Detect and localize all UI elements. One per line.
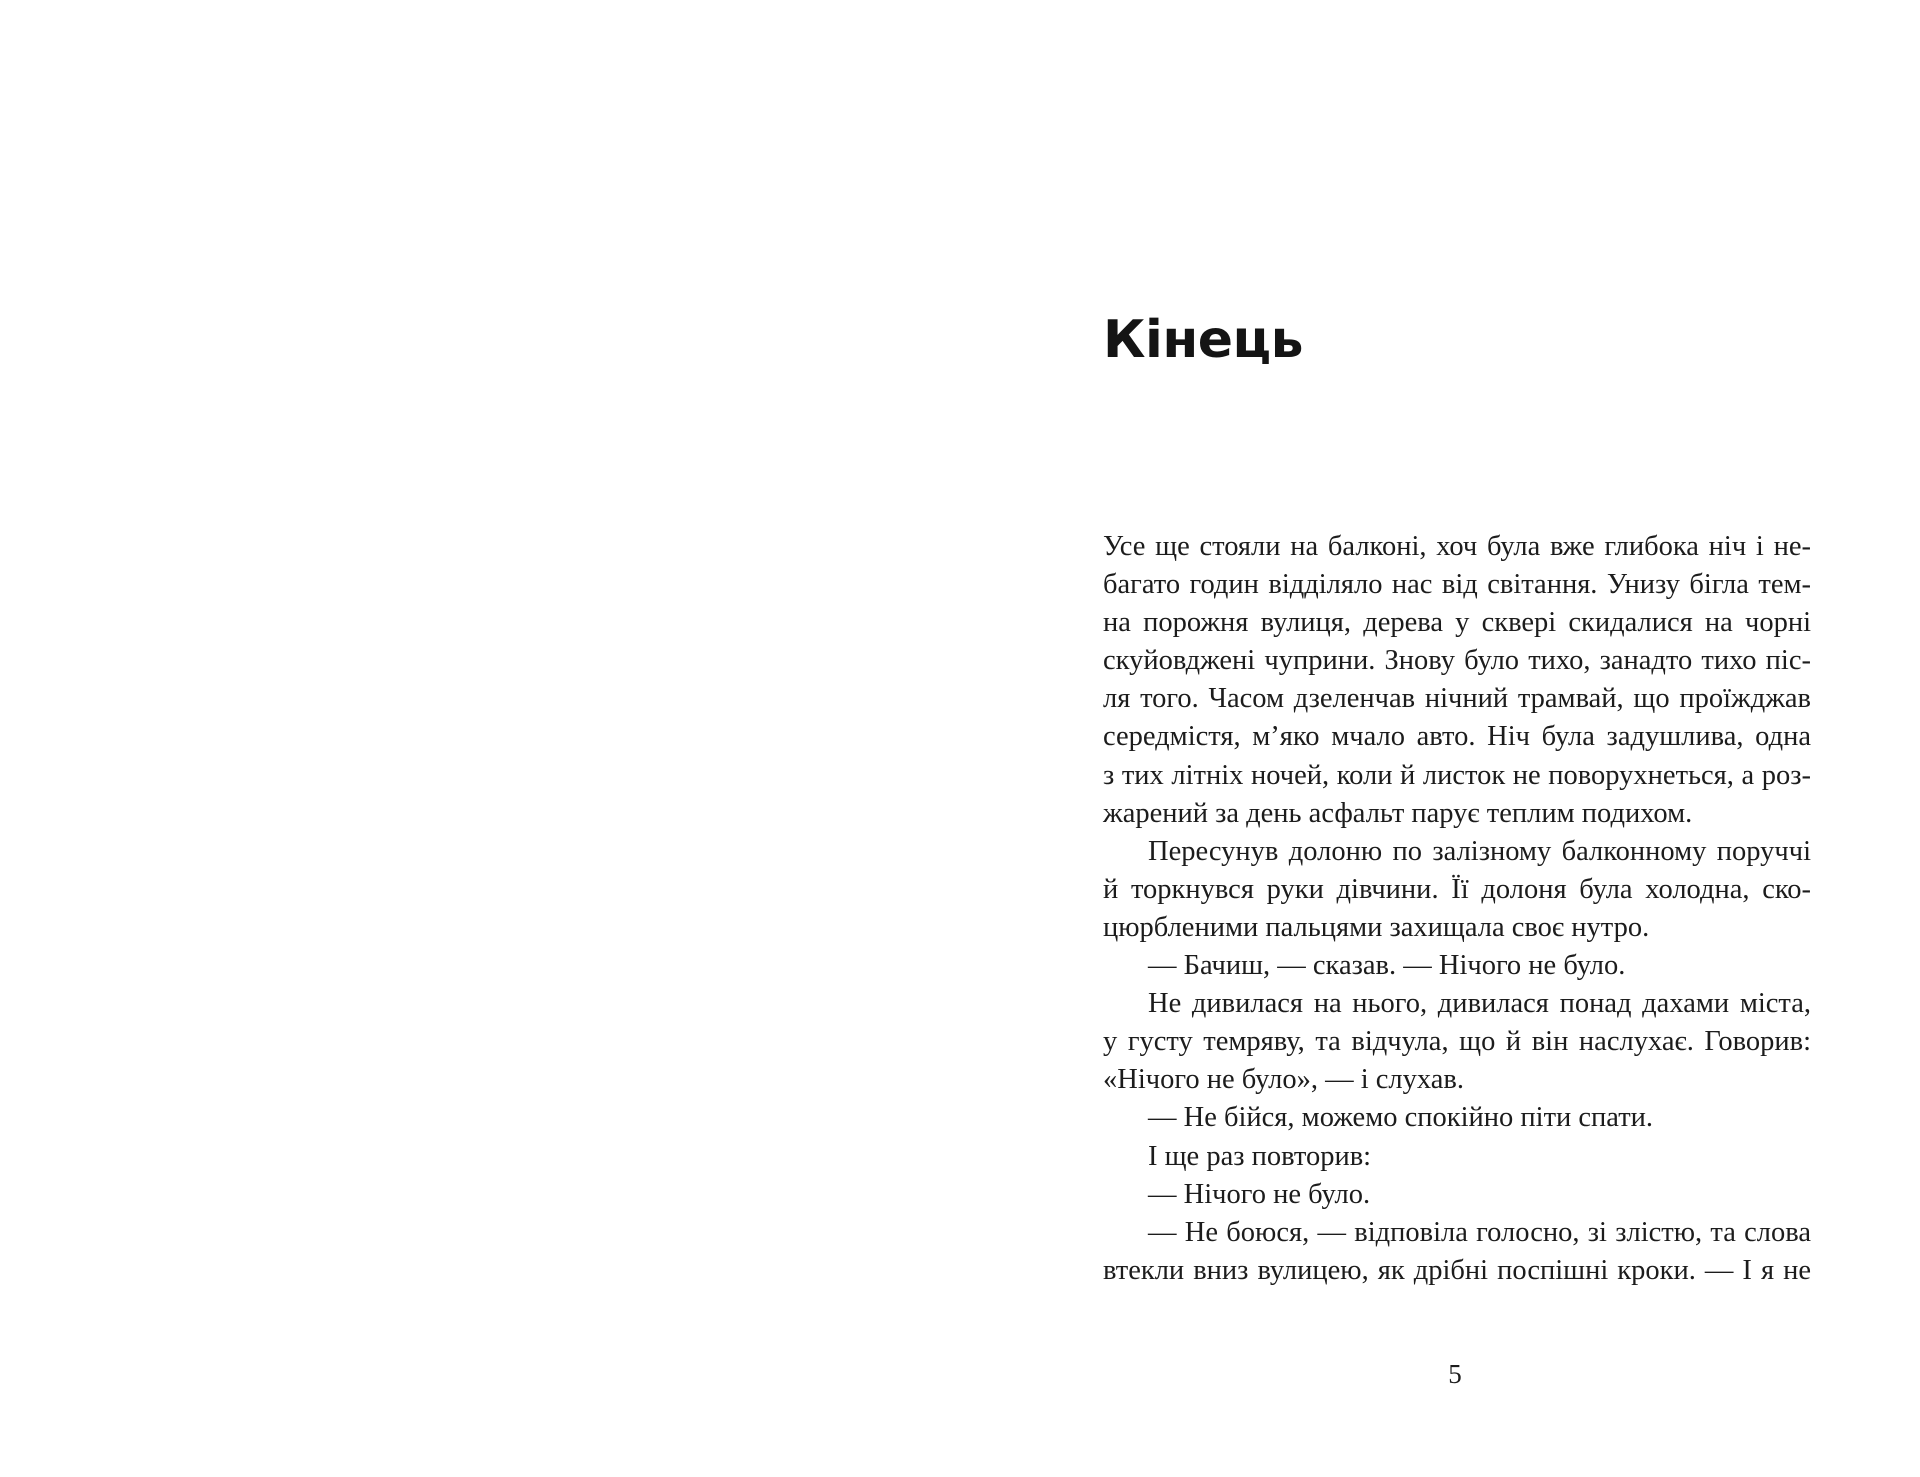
- text-line: середмістя, м’яко мчало авто. Ніч була задушлива, одна: [1103, 721, 1811, 753]
- text-line: жарений за день асфальт парує теплим подихом.: [1103, 797, 1693, 829]
- text-line: — Бачиш, — сказав. — Нічого не було.: [1148, 950, 1626, 982]
- text-line: Не дивилася на нього, дивилася понад дахами міста,: [1148, 988, 1811, 1020]
- text-line: багато годин відділяло нас від світання. Унизу бігла тем-: [1103, 569, 1811, 601]
- text-line: «Нічого не було», — і слухав.: [1103, 1064, 1464, 1096]
- text-line: — Не боюся, — відповіла голосно, зі злістю, та слова: [1148, 1216, 1811, 1248]
- body-text: [1103, 528, 1811, 1290]
- page-number: 5: [1448, 1359, 1462, 1389]
- text-line: втекли вниз вулицею, як дрібні поспішні кроки. — І я не: [1103, 1254, 1811, 1286]
- text-line: — Нічого не було.: [1148, 1178, 1371, 1210]
- text-line: І ще раз повторив:: [1148, 1140, 1372, 1172]
- text-line: Усе ще стояли на балконі, хоч була вже глибока ніч і не-: [1103, 531, 1811, 562]
- text-line: цюрбленими пальцями захищала своє нутро.: [1103, 911, 1650, 943]
- text-line: на порожня вулиця, дерева у сквері скидалися на чорні: [1103, 607, 1811, 639]
- text-line: з тих літніх ночей, коли й листок не поворухнеться, а роз-: [1103, 759, 1811, 791]
- text-line: — Не бійся, можемо спокійно піти спати.: [1148, 1102, 1654, 1134]
- text-line: Пересунув долоню по залізному балконному поруччі: [1148, 835, 1811, 867]
- text-line: у густу темряву, та відчула, що й він наслухає. Говорив:: [1103, 1026, 1811, 1058]
- text-line: й торкнувся руки дівчини. Її долоня була холодна, ско-: [1103, 873, 1811, 905]
- text-line: ля того. Часом дзеленчав нічний трамвай, що проїжджав: [1103, 683, 1811, 715]
- text-line: скуйовджені чуприни. Знову було тихо, занадто тихо піс-: [1103, 645, 1811, 677]
- chapter-title: Кінець: [1103, 310, 1303, 370]
